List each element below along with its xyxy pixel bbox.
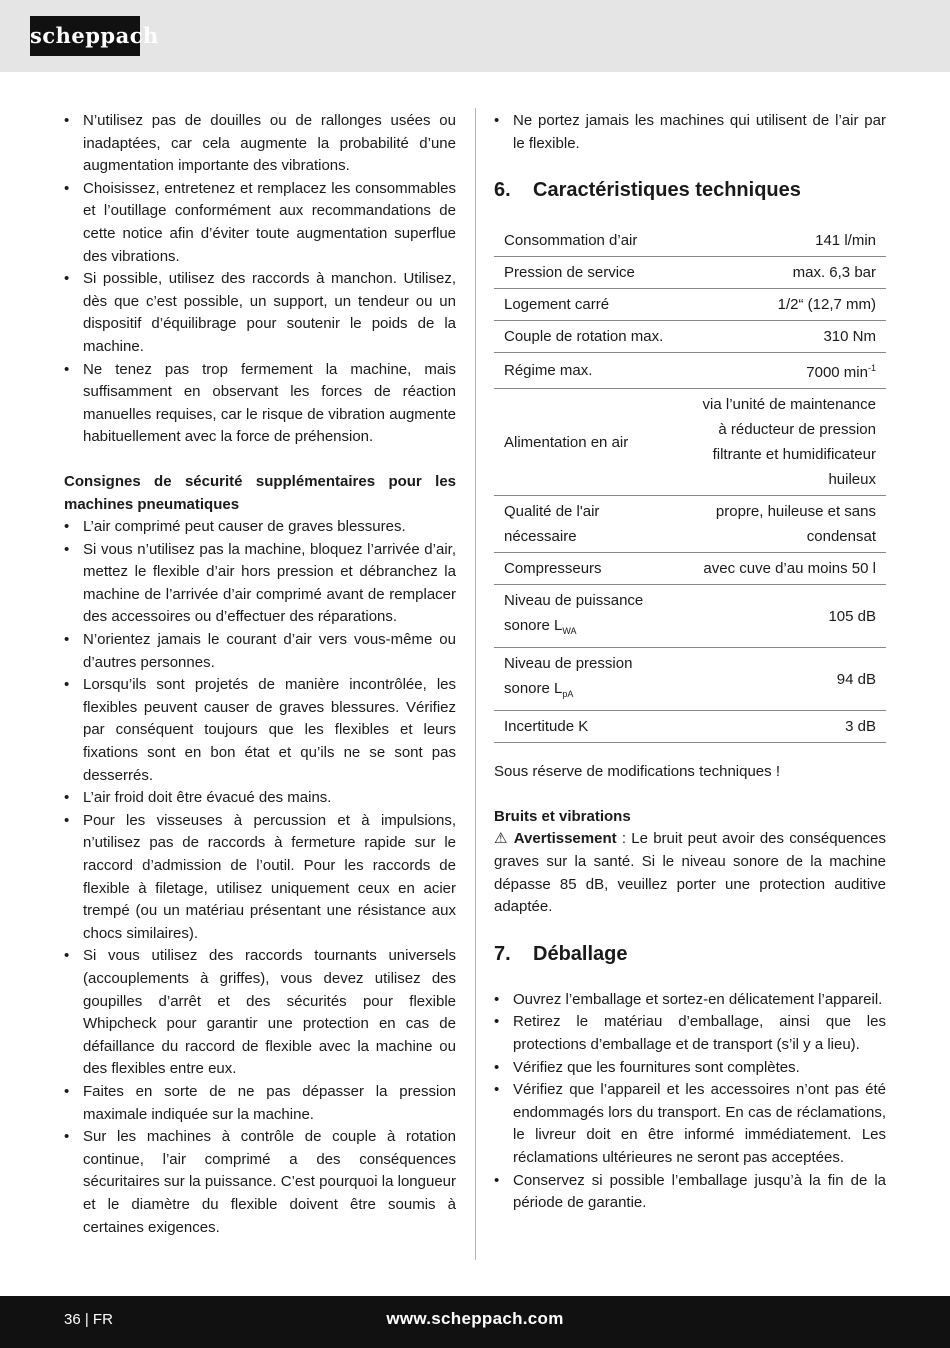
- table-row: [494, 289, 886, 321]
- warning-icon: ⚠: [494, 830, 509, 848]
- spec-label: Logement carré: [494, 289, 684, 321]
- spec-label: Qualité de l'air nécessaire: [494, 496, 684, 553]
- spec-label: [494, 648, 684, 711]
- spec-value: propre, huileuse et sans condensat: [684, 496, 886, 553]
- spec-value-text: 7000 min: [806, 364, 868, 382]
- warning-label: Avertissement: [513, 830, 617, 848]
- spec-label-text: Niveau de pression sonore L: [504, 655, 633, 698]
- table-row: [494, 585, 886, 648]
- noise-heading: Bruits et vibrations: [494, 807, 631, 825]
- list-item: • Retirez le matériau d’emballage, ainsi que les protections d’emballage et de transport (s’il y a lieu).: [494, 1011, 886, 1056]
- list-item: • Choisissez, entretenez et remplacez les consommables et l’outillage conformément aux recommandations de cette notice afin d’éviter toute augmentation superflue des vibrations.: [64, 178, 456, 268]
- list-item: • Ne tenez pas trop fermement la machine, mais suffisamment en observant les forces de réaction manuelles requises, car le risque de vibration augmente habituellement avec la force de préhension.: [64, 359, 456, 449]
- spec-label-subscript: WA: [562, 626, 577, 637]
- spec-label: Pression de service: [494, 257, 684, 289]
- right-column: [494, 110, 886, 1215]
- table-row: [494, 389, 886, 496]
- spec-value-superscript: -1: [867, 363, 876, 374]
- table-row: [494, 321, 886, 353]
- spec-value: 94 dB: [684, 648, 886, 711]
- pneumatic-safety-heading: Consignes de sécurité supplémentaires pour les machines pneumatiques: [64, 472, 456, 513]
- page-footer: [0, 1296, 950, 1348]
- page-header: [0, 0, 950, 72]
- table-row: [494, 496, 886, 553]
- list-item: • Si vous n’utilisez pas la machine, bloquez l’arrivée d’air, mettez le flexible d’air hors pression et débranchez la machine de l’arrivée d’air comprimé avant de remplacer des accessoires ou d’effectuer des réparations.: [64, 539, 456, 629]
- spec-value: 310 Nm: [684, 321, 886, 353]
- spec-label-subscript: pA: [562, 689, 574, 700]
- section-number: 7.: [494, 942, 511, 965]
- spec-label: Alimentation en air: [494, 389, 684, 496]
- section-6-title: [494, 177, 886, 203]
- spec-label-text: Niveau de puissance sonore L: [504, 592, 644, 635]
- vibration-bullets: [64, 110, 456, 449]
- unpacking-bullets: [494, 989, 886, 1215]
- brand-logo: scheppach: [30, 16, 140, 56]
- table-row: [494, 225, 886, 257]
- carry-bullet: [494, 110, 886, 155]
- section-title-text: Déballage: [533, 942, 628, 965]
- list-item: • Conservez si possible l’emballage jusqu’à la fin de la période de garantie.: [494, 1170, 886, 1215]
- list-item: • Ne portez jamais les machines qui utilisent de l’air par le flexible.: [494, 110, 886, 155]
- list-item: • Ouvrez l’emballage et sortez-en délicatement l’appareil.: [494, 989, 886, 1012]
- section-7-title: [494, 941, 886, 967]
- spec-value: max. 6,3 bar: [684, 257, 886, 289]
- spec-value: 1/2“ (12,7 mm): [684, 289, 886, 321]
- list-item: • L’air comprimé peut causer de graves blessures.: [64, 516, 456, 539]
- spec-value: 141 l/min: [684, 225, 886, 257]
- spec-value: 105 dB: [684, 585, 886, 648]
- spec-value: avec cuve d’au moins 50 l: [684, 553, 886, 585]
- technical-modification-note: Sous réserve de modifications techniques !: [494, 763, 780, 781]
- warning-text: : Le bruit peut avoir des conséquences graves sur la santé. Si le niveau sonore de la machine dépasse 85 dB, veuillez porter une protection auditive adaptée.: [494, 830, 886, 916]
- spec-value: 3 dB: [684, 711, 886, 743]
- spec-value: [684, 353, 886, 389]
- list-item: • N’utilisez pas de douilles ou de rallonges usées ou inadaptées, car cela augmente la probabilité d’une augmentation importante des vibrations.: [64, 110, 456, 178]
- page-number: 36 | FR: [64, 1311, 113, 1328]
- spec-label: Régime max.: [494, 353, 684, 389]
- left-column: [64, 110, 456, 1239]
- list-item: • Si possible, utilisez des raccords à manchon. Utilisez, dès que c’est possible, un support, un tendeur ou un dispositif d’équilibrage pour soutenir le poids de la machine.: [64, 268, 456, 358]
- list-item: • Si vous utilisez des raccords tournants universels (accouplements à griffes), vous devez utilisez des goupilles d’arrêt et des sécurités pour flexible Whipcheck pour garantir une protection en cas de défaillance du raccord de flexible avec la machine ou des flexibles entre eux.: [64, 945, 456, 1081]
- spec-label: Consommation d’air: [494, 225, 684, 257]
- section-number: 6.: [494, 179, 511, 202]
- section-title-text: Caractéristiques techniques: [533, 179, 801, 202]
- table-row: [494, 711, 886, 743]
- list-item: • N’orientez jamais le courant d’air vers vous-même ou d’autres personnes.: [64, 629, 456, 674]
- pneumatic-safety-bullets: [64, 516, 456, 1239]
- list-item: • Faites en sorte de ne pas dépasser la pression maximale indiquée sur la machine.: [64, 1081, 456, 1126]
- list-item: • Lorsqu’ils sont projetés de manière incontrôlée, les flexibles peuvent causer de graves blessures. Vérifiez par conséquent toujours que les flexibles et leurs fixations sont en bon état et qu’ils ne se sont pas desserrés.: [64, 674, 456, 787]
- table-row: [494, 353, 886, 389]
- list-item: • Vérifiez que l’appareil et les accessoires n’ont pas été endommagés lors du transport. En cas de réclamations, le livreur doit en être informé immédiatement. Les réclamations ultérieures ne seront pas acceptées.: [494, 1079, 886, 1169]
- table-row: [494, 553, 886, 585]
- specs-table: [494, 225, 886, 743]
- list-item: • L’air froid doit être évacué des mains.: [64, 787, 456, 810]
- spec-value: via l’unité de maintenance à réducteur de pression filtrante et humidificateur huileux: [684, 389, 886, 496]
- spec-label: Compresseurs: [494, 553, 684, 585]
- website-url: www.scheppach.com: [386, 1309, 564, 1328]
- table-row: [494, 257, 886, 289]
- list-item: • Vérifiez que les fournitures sont complètes.: [494, 1057, 886, 1080]
- spec-label: [494, 585, 684, 648]
- spec-label: Couple de rotation max.: [494, 321, 684, 353]
- table-row: [494, 648, 886, 711]
- spec-label: Incertitude K: [494, 711, 684, 743]
- column-divider: [475, 108, 476, 1260]
- list-item: • Sur les machines à contrôle de couple à rotation continue, l’air comprimé a des conséquences sécuritaires sur la puissance. C’est pourquoi la longueur et le diamètre du flexible doivent être soumis à certaines exigences.: [64, 1126, 456, 1239]
- list-item: • Pour les visseuses à percussion et à impulsions, n’utilisez pas de raccords à fermeture rapide sur le raccord d’admission de l’outil. Pour les raccords de flexible à filetage, utilisez uniquement ceux en acier trempé (ou un matériau présentant une résistance aux chocs similaires).: [64, 810, 456, 946]
- noise-warning: [494, 828, 886, 918]
